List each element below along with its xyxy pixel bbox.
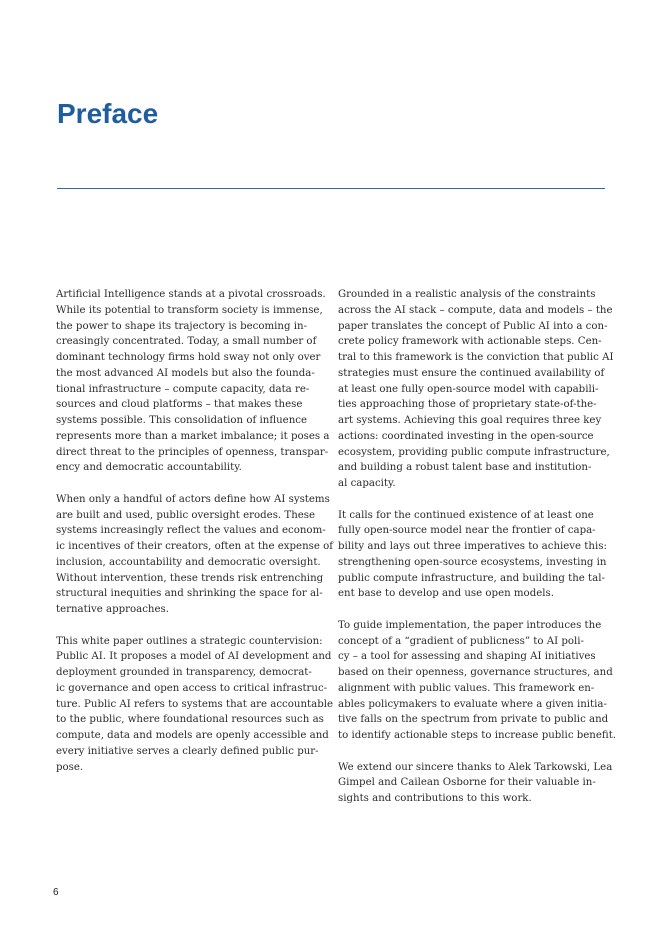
text-line: We extend our sincere thanks to Alek Tarkowski, Lea bbox=[338, 761, 613, 773]
text-line: the power to shape its trajectory is becoming in- bbox=[56, 320, 308, 332]
text-line: across the AI stack – compute, data and models – the bbox=[338, 304, 613, 316]
text-line: Grounded in a realistic analysis of the constraints bbox=[338, 289, 596, 300]
text-line: concept of a “gradient of publicness” to AI poli- bbox=[338, 635, 584, 647]
text-line: ency and democratic accountability. bbox=[56, 462, 242, 474]
page-title: Preface bbox=[57, 98, 159, 129]
paragraph bbox=[338, 508, 607, 603]
text-line: alignment with public values. This framework en- bbox=[338, 682, 595, 694]
text-line: strategies must ensure the continued availability of bbox=[338, 367, 605, 379]
text-line: dominant technology firms hold sway not only over bbox=[56, 352, 321, 363]
text-line: strengthening open-source ecosystems, investing in bbox=[338, 556, 607, 568]
text-line: and building a robust talent base and institution- bbox=[338, 462, 592, 474]
text-line: every initiative serves a clearly defined public pur- bbox=[56, 745, 319, 757]
paragraph bbox=[338, 760, 613, 807]
text-line: cy – a tool for assessing and shaping AI initiatives bbox=[338, 651, 596, 663]
text-line: art systems. Achieving this goal requires three key bbox=[338, 415, 602, 426]
text-line: ture. Public AI refers to systems that are accountable bbox=[56, 698, 333, 710]
text-line: at least one fully open-source model with capabili- bbox=[338, 383, 599, 395]
text-line: This white paper outlines a strategic countervision: bbox=[56, 635, 323, 647]
text-line: tive falls on the spectrum from private to public and bbox=[338, 714, 609, 726]
text-line: deployment grounded in transparency, democrat- bbox=[56, 667, 312, 678]
text-line: pose. bbox=[56, 761, 84, 773]
paragraph bbox=[56, 492, 334, 618]
text-line: To guide implementation, the paper introduces the bbox=[338, 619, 602, 631]
text-line: the most advanced AI models but also the founda- bbox=[56, 367, 315, 379]
right-column bbox=[338, 287, 617, 823]
text-line: While its potential to transform society is immense, bbox=[56, 304, 323, 316]
text-line: compute, data and models are openly accessible and bbox=[56, 730, 329, 741]
text-line: bility and lays out three imperatives to achieve this: bbox=[338, 541, 607, 552]
text-line: systems increasingly reflect the values and econom- bbox=[56, 525, 326, 537]
text-line: are built and used, public oversight erodes. These bbox=[56, 509, 316, 521]
text-line: sights and contributions to this work. bbox=[338, 793, 532, 804]
title-divider bbox=[57, 188, 605, 189]
text-line: Without intervention, these trends risk entrenching bbox=[56, 572, 324, 584]
text-line: based on their openness, governance structures, and bbox=[338, 667, 613, 678]
text-line: ic governance and open access to critical infrastruc- bbox=[56, 682, 328, 694]
text-line: Public AI. It proposes a model of AI development and bbox=[56, 651, 332, 663]
text-line: to the public, where foundational resources such as bbox=[56, 714, 324, 726]
text-line: structural inequities and shrinking the space for al- bbox=[56, 588, 323, 600]
text-line: ent base to develop and use open models. bbox=[338, 588, 554, 600]
paragraph bbox=[338, 618, 617, 744]
text-line: to identify actionable steps to increase public benefit. bbox=[338, 730, 617, 741]
text-line: represents more than a market imbalance; it poses a bbox=[56, 430, 330, 442]
text-line: actions: coordinated investing in the open-source bbox=[338, 430, 594, 442]
text-line: ecosystem, providing public compute infrastructure, bbox=[338, 446, 610, 458]
text-line: Artificial Intelligence stands at a pivotal crossroads. bbox=[56, 289, 326, 300]
text-line: ables policymakers to evaluate where a given initia- bbox=[338, 698, 607, 710]
paragraph bbox=[56, 634, 333, 776]
text-line: tral to this framework is the conviction that public AI bbox=[338, 352, 614, 363]
text-line: paper translates the concept of Public AI into a con- bbox=[338, 320, 608, 332]
text-line: ternative approaches. bbox=[56, 604, 169, 615]
text-line: creasingly concentrated. Today, a small number of bbox=[56, 336, 317, 348]
text-line: ic incentives of their creators, often at the expense of bbox=[56, 541, 334, 552]
text-line: public compute infrastructure, and building the tal- bbox=[338, 572, 605, 584]
page-number: 6 bbox=[53, 887, 59, 898]
text-line: When only a handful of actors define how AI systems bbox=[56, 493, 330, 505]
text-line: systems possible. This consolidation of influence bbox=[56, 415, 307, 426]
text-line: fully open-source model near the frontier of capa- bbox=[338, 525, 596, 537]
paragraph bbox=[338, 287, 614, 492]
text-line: Gimpel and Cailean Osborne for their valuable in- bbox=[338, 777, 596, 789]
text-line: sources and cloud platforms – that makes these bbox=[56, 399, 303, 411]
text-line: It calls for the continued existence of at least one bbox=[338, 509, 594, 521]
text-line: tional infrastructure – compute capacity, data re- bbox=[56, 383, 310, 395]
text-line: crete policy framework with actionable steps. Cen- bbox=[338, 336, 602, 348]
text-line: direct threat to the principles of openness, transpar- bbox=[56, 446, 329, 458]
left-column bbox=[56, 287, 334, 791]
text-line: inclusion, accountability and democratic oversight. bbox=[56, 556, 321, 568]
text-line: ties approaching those of proprietary state-of-the- bbox=[338, 399, 597, 411]
paragraph bbox=[56, 287, 330, 476]
text-line: al capacity. bbox=[338, 478, 396, 489]
